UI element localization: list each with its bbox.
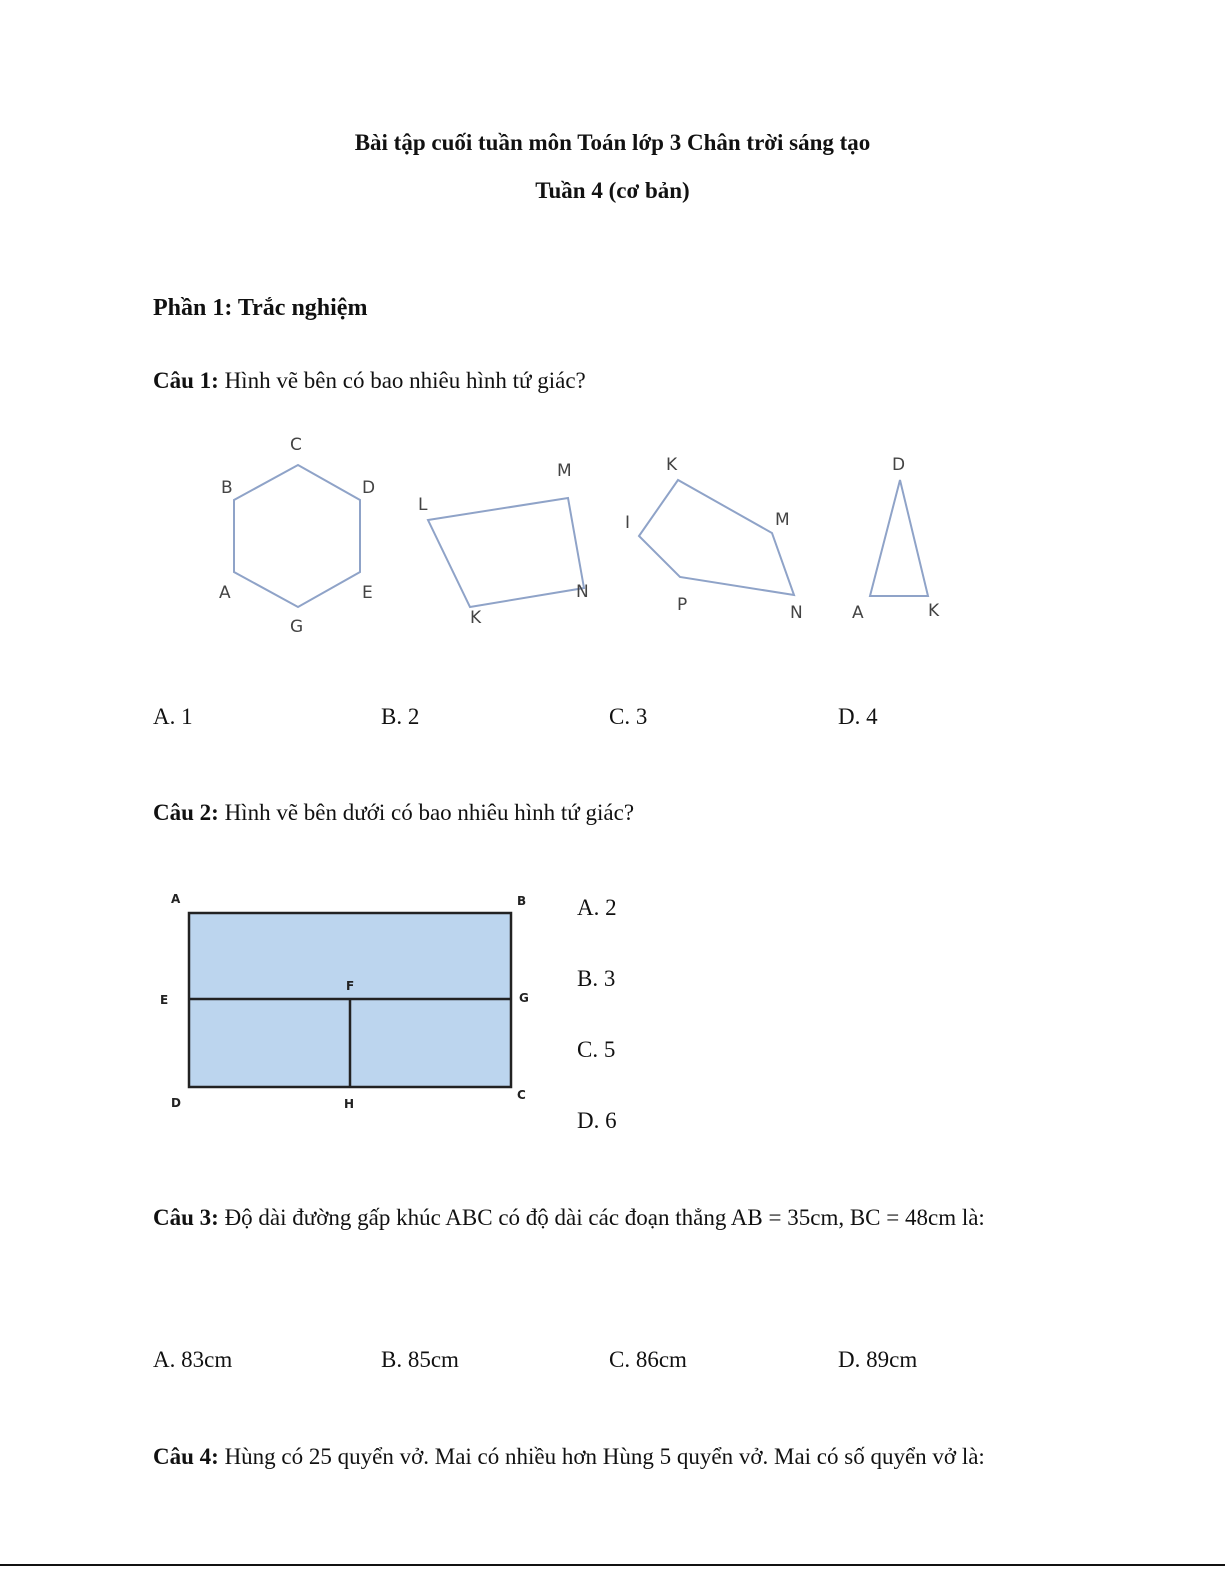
rect-label-e: E <box>160 993 169 1007</box>
q1-option-b: B. 2 <box>381 704 420 729</box>
q3-option-a: A. 83cm <box>153 1347 233 1372</box>
question-2 <box>153 800 634 826</box>
question-2-text: Hình vẽ bên dưới có bao nhiêu hình tứ giác? <box>224 800 635 825</box>
q2-option-b: B. 3 <box>577 966 616 991</box>
pentagon-label-i: I <box>625 513 631 533</box>
question-3 <box>153 1194 1071 1241</box>
q1-option-c: C. 3 <box>609 704 648 729</box>
hexagon-shape <box>234 465 360 607</box>
question-3-text: Độ dài đường gấp khúc ABC có độ dài các đoạn thẳng AB = 35cm, BC = 48cm là: <box>224 1205 985 1230</box>
pentagon-label-m: M <box>775 510 790 530</box>
question-2-label: Câu 2: <box>153 800 219 825</box>
hexagon-label-b: B <box>221 478 233 498</box>
hexagon-label-c: C <box>290 435 302 455</box>
rect-label-h: H <box>344 1097 355 1111</box>
q3-option-c: C. 86cm <box>609 1347 687 1372</box>
q3-option-d: D. 89cm <box>838 1347 918 1372</box>
rect-label-d: D <box>171 1096 181 1110</box>
section-heading: Phần 1: Trắc nghiệm <box>153 295 368 321</box>
page-subtitle: Tuần 4 (cơ bản) <box>535 178 690 203</box>
quad-label-l: L <box>418 495 428 515</box>
hexagon-label-a: A <box>219 583 231 603</box>
q2-option-a: A. 2 <box>577 895 617 920</box>
rect-label-g: G <box>519 991 529 1005</box>
triangle-label-a: A <box>852 603 864 623</box>
rect-label-c: C <box>517 1088 526 1102</box>
quad-label-k: K <box>470 608 482 628</box>
pentagon-label-n: N <box>790 603 803 623</box>
q2-option-c: C. 5 <box>577 1037 616 1062</box>
rect-label-f: F <box>346 979 355 993</box>
page-title: Bài tập cuối tuần môn Toán lớp 3 Chân trời sáng tạo <box>354 130 871 155</box>
quad-label-m: M <box>557 461 572 481</box>
q1-option-d: D. 4 <box>838 704 878 729</box>
question-3-label: Câu 3: <box>153 1205 219 1230</box>
question-1 <box>153 368 586 394</box>
quadrilateral-shape <box>428 498 584 607</box>
question-1-text: Hình vẽ bên có bao nhiêu hình tứ giác? <box>224 368 586 393</box>
triangle-label-d: D <box>892 455 906 475</box>
question-4 <box>153 1433 1071 1480</box>
question-4-text: Hùng có 25 quyển vở. Mai có nhiều hơn Hùng 5 quyển vở. Mai có số quyển vở là: <box>224 1444 985 1469</box>
hexagon-label-e: E <box>362 583 373 603</box>
triangle-shape <box>870 480 928 596</box>
question-1-label: Câu 1: <box>153 368 219 393</box>
q1-option-a: A. 1 <box>153 704 193 729</box>
q3-option-b: B. 85cm <box>381 1347 459 1372</box>
page-bottom-divider <box>0 1564 1225 1566</box>
pentagon-label-p: P <box>677 595 688 615</box>
hexagon-label-g: G <box>290 617 304 637</box>
rect-label-a: A <box>171 892 181 906</box>
hexagon-label-d: D <box>362 478 376 498</box>
quad-label-n: N <box>576 582 589 602</box>
triangle-label-k: K <box>928 601 940 621</box>
question-4-label: Câu 4: <box>153 1444 219 1469</box>
pentagon-shape <box>639 480 794 595</box>
q2-option-d: D. 6 <box>577 1108 617 1133</box>
question-1-figure <box>0 420 1225 650</box>
pentagon-label-k: K <box>666 455 678 475</box>
question-2-figure <box>0 880 560 1130</box>
rect-label-b: B <box>517 894 527 908</box>
